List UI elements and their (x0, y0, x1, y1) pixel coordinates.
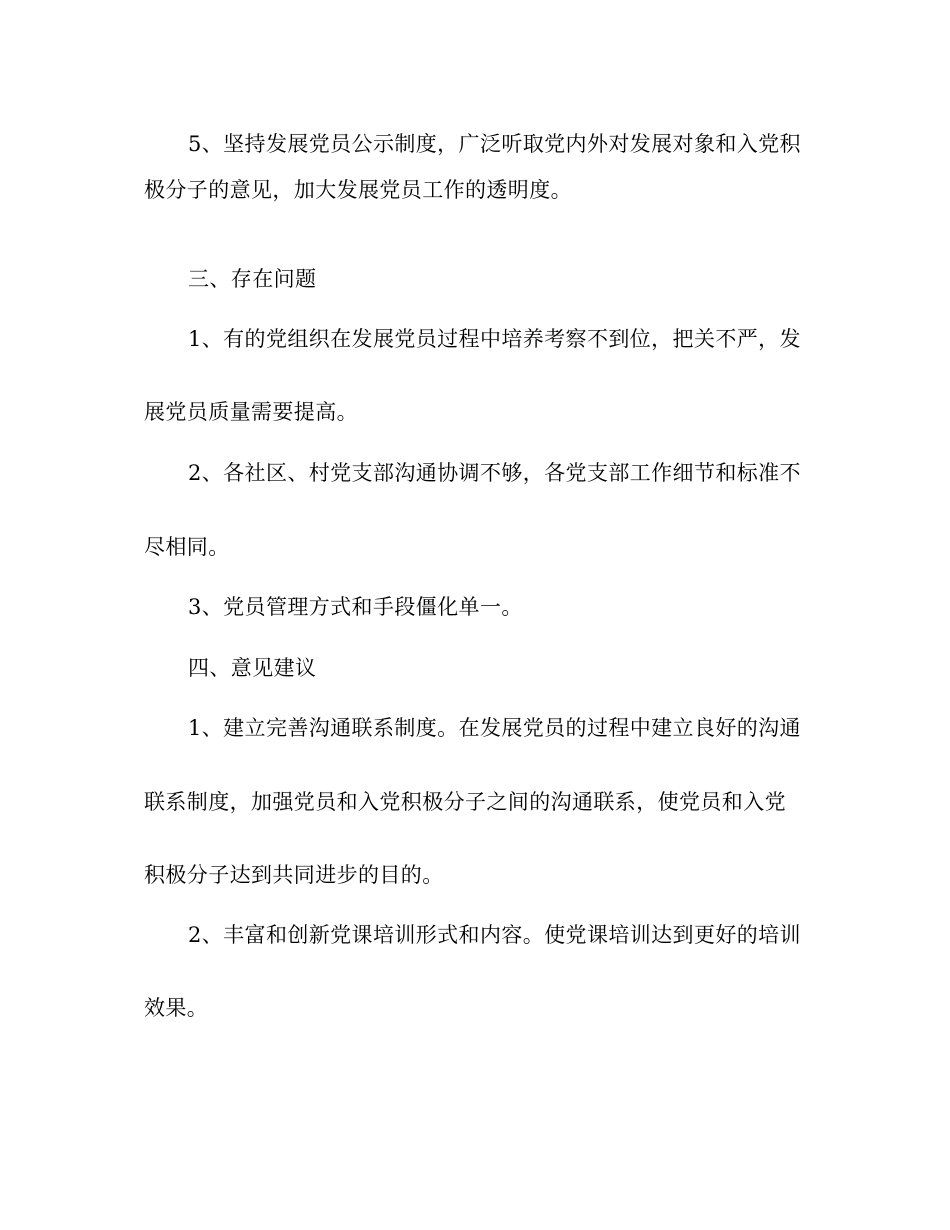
suggestion-1-line-2: 联系制度，加强党员和入党积极分子之间的沟通联系，使党员和入党 (144, 790, 786, 814)
suggestion-1-line-1: 1、建立完善沟通联系制度。在发展党员的过程中建立良好的沟通 (188, 716, 801, 740)
suggestion-2-line-1: 2、丰富和创新党课培训形式和内容。使党课培训达到更好的培训 (188, 923, 801, 947)
problem-1-line-1: 1、有的党组织在发展党员过程中培养考察不到位，把关不严，发 (188, 327, 801, 351)
problem-3-line-1: 3、党员管理方式和手段僵化单一。 (188, 595, 523, 619)
problem-2-line-1: 2、各社区、村党支部沟通协调不够，各党支部工作细节和标准不 (188, 461, 801, 485)
section-heading-suggestions: 四、意见建议 (188, 656, 317, 680)
suggestion-1-line-3: 积极分子达到共同进步的目的。 (144, 863, 444, 887)
paragraph-5-line-2: 极分子的意见，加大发展党员工作的透明度。 (144, 178, 572, 202)
paragraph-5-line-1: 5、坚持发展党员公示制度，广泛听取党内外对发展对象和入党积 (188, 132, 801, 156)
section-heading-problems: 三、存在问题 (188, 267, 317, 291)
problem-1-line-2: 展党员质量需要提高。 (144, 400, 358, 424)
suggestion-2-line-2: 效果。 (144, 996, 209, 1020)
problem-2-line-2: 尽相同。 (144, 535, 230, 559)
